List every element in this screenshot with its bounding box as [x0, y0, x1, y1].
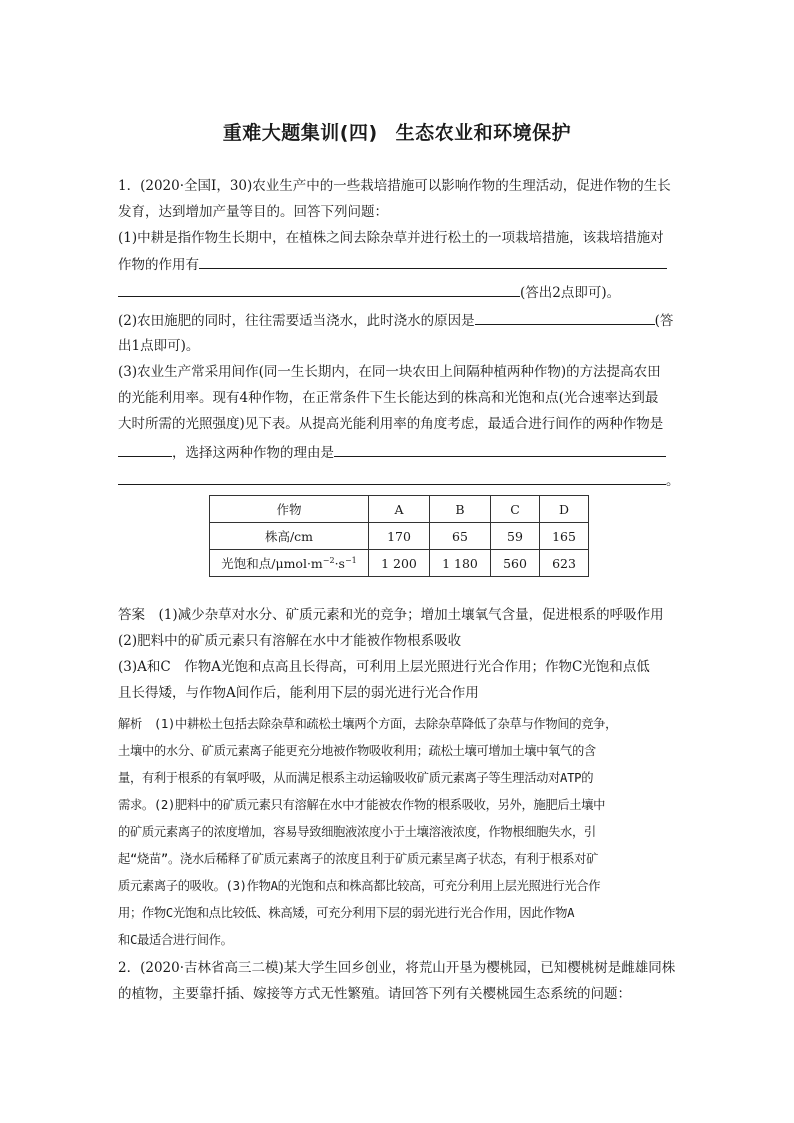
q1-part3-line-4 [118, 442, 666, 463]
answer-blank[interactable] [118, 442, 172, 457]
analysis-line: 质元素离子的吸收。(3)作物A的光饱和点和株高都比较高，可充分利用上层光照进行光合作 [118, 879, 601, 893]
answer-blank[interactable] [475, 310, 655, 325]
table-row [210, 523, 589, 550]
table-cell: B [430, 496, 491, 523]
q1-part3-reason-prompt: ，选择这两种作物的理由是 [172, 445, 334, 461]
q1-part1-prompt: 作物的作用有 [118, 257, 199, 273]
q1-part3-end: 。 [666, 473, 680, 489]
q1-stem-line-2: 发育，达到增加产量等目的。回答下列问题： [118, 204, 388, 220]
table-cell: 623 [540, 550, 589, 577]
table-cell: 1 180 [430, 550, 491, 577]
title-sub: 生态农业和环境保护 [395, 122, 572, 144]
q1-part2-prompt: (2)农田施肥的同时，往往需要适当浇水，此时浇水的原因是 [118, 313, 475, 329]
answer-blank[interactable] [118, 470, 666, 485]
analysis-line: 的矿质元素离子的浓度增加，容易导致细胞液浓度小于土壤溶液浓度，作物根细胞失水，引 [118, 825, 596, 839]
answer-line-4: 且长得矮，与作物A间作后，能利用下层的弱光进行光合作用 [118, 685, 479, 701]
analysis-line: 用；作物C光饱和点比较低、株高矮，可充分利用下层的弱光进行光合作用，因此作物A [118, 906, 575, 920]
answer-line-2: (2)肥料中的矿质元素只有溶解在水中才能被作物根系吸收 [118, 633, 462, 649]
q1-part2-hint-head: (答 [654, 313, 674, 329]
q1-stem-line-1: 1．(2020·全国Ⅰ，30)农业生产中的一些栽培措施可以影响作物的生理活动，促进作物的生长 [118, 178, 671, 194]
analysis-line: 起“烧苗”。浇水后稀释了矿质元素离子的浓度且利于矿质元素呈离子状态，有利于根系对矿 [118, 852, 599, 866]
title-main: 重难大题集训(四) [222, 122, 378, 144]
q1-part1-line-2 [118, 254, 667, 275]
table-cell: C [491, 496, 540, 523]
table-cell: 59 [491, 523, 540, 550]
analysis-line: 解析 (1)中耕松土包括去除杂草和疏松土壤两个方面，去除杂草降低了杂草与作物间的竞争， [118, 717, 618, 731]
page-title [0, 118, 794, 145]
table-cell: D [540, 496, 589, 523]
table-cell: 170 [369, 523, 430, 550]
q1-part2-line-2: 出1点即可)。 [118, 338, 200, 354]
answer-blank[interactable] [199, 254, 667, 269]
answer-line-1: 答案 (1)减少杂草对水分、矿质元素和光的竞争；增加土壤氧气含量，促进根系的呼吸作用 [118, 607, 664, 623]
table-header-row [210, 496, 589, 523]
q1-part1-line-1: (1)中耕是指作物生长期中，在植株之间去除杂草并进行松土的一项栽培措施，该栽培措施对 [118, 230, 664, 246]
crop-data-table [209, 495, 589, 577]
q1-part1-hint: (答出2点即可)。 [520, 285, 621, 301]
q1-part3-line-2: 的光能利用率。现有4种作物，在正常条件下生长能达到的株高和光饱和点(光合速率达到最 [118, 390, 659, 406]
table-cell: 560 [491, 550, 540, 577]
table-cell: A [369, 496, 430, 523]
table-cell: 65 [430, 523, 491, 550]
table-row [210, 550, 589, 577]
table-cell: 作物 [210, 496, 369, 523]
analysis-line: 量，有利于根系的有氧呼吸，从而满足根系主动运输吸收矿质元素离子等生理活动对ATP的 [118, 771, 594, 785]
analysis-line: 土壤中的水分、矿质元素离子能更充分地被作物吸收利用；疏松土壤可增加土壤中氧气的含 [118, 744, 596, 758]
q1-part1-line-3 [118, 282, 620, 303]
q2-stem-line-2: 的植物，主要靠扦插、嫁接等方式无性繁殖。请回答下列有关樱桃园生态系统的问题： [118, 986, 631, 1002]
analysis-line: 需求。(2)肥料中的矿质元素只有溶解在水中才能被农作物的根系吸收，另外，施肥后土壤中 [118, 798, 606, 812]
analysis-line: 和C最适合进行间作。 [118, 933, 233, 947]
table-row-label: 光饱和点$/\mu mol\cdot m^{-2}\cdot s^{-1}$ [210, 550, 369, 577]
answer-line-3: (3)A和C 作物A光饱和点高且长得高，可利用上层光照进行光合作用；作物C光饱和点低 [118, 659, 650, 675]
table-cell: 165 [540, 523, 589, 550]
table-row-label: 株高/cm [210, 523, 369, 550]
q2-stem-line-1: 2．(2020·吉林省高三二模)某大学生回乡创业，将荒山开垦为樱桃园，已知樱桃树是雌雄同株 [118, 960, 676, 976]
q1-part2-line-1 [118, 310, 673, 331]
q1-part3-line-3: 大时所需的光照强度)见下表。从提高光能利用率的角度考虑，最适合进行间作的两种作物是 [118, 416, 664, 432]
answer-blank[interactable] [334, 442, 666, 457]
q1-part3-line-1: (3)农业生产常采用间作(同一生长期内，在同一块农田上间隔种植两种作物)的方法提高农田 [118, 364, 661, 380]
q1-part3-line-5 [118, 470, 680, 491]
answer-blank[interactable] [118, 282, 520, 297]
table-cell: 1 200 [369, 550, 430, 577]
